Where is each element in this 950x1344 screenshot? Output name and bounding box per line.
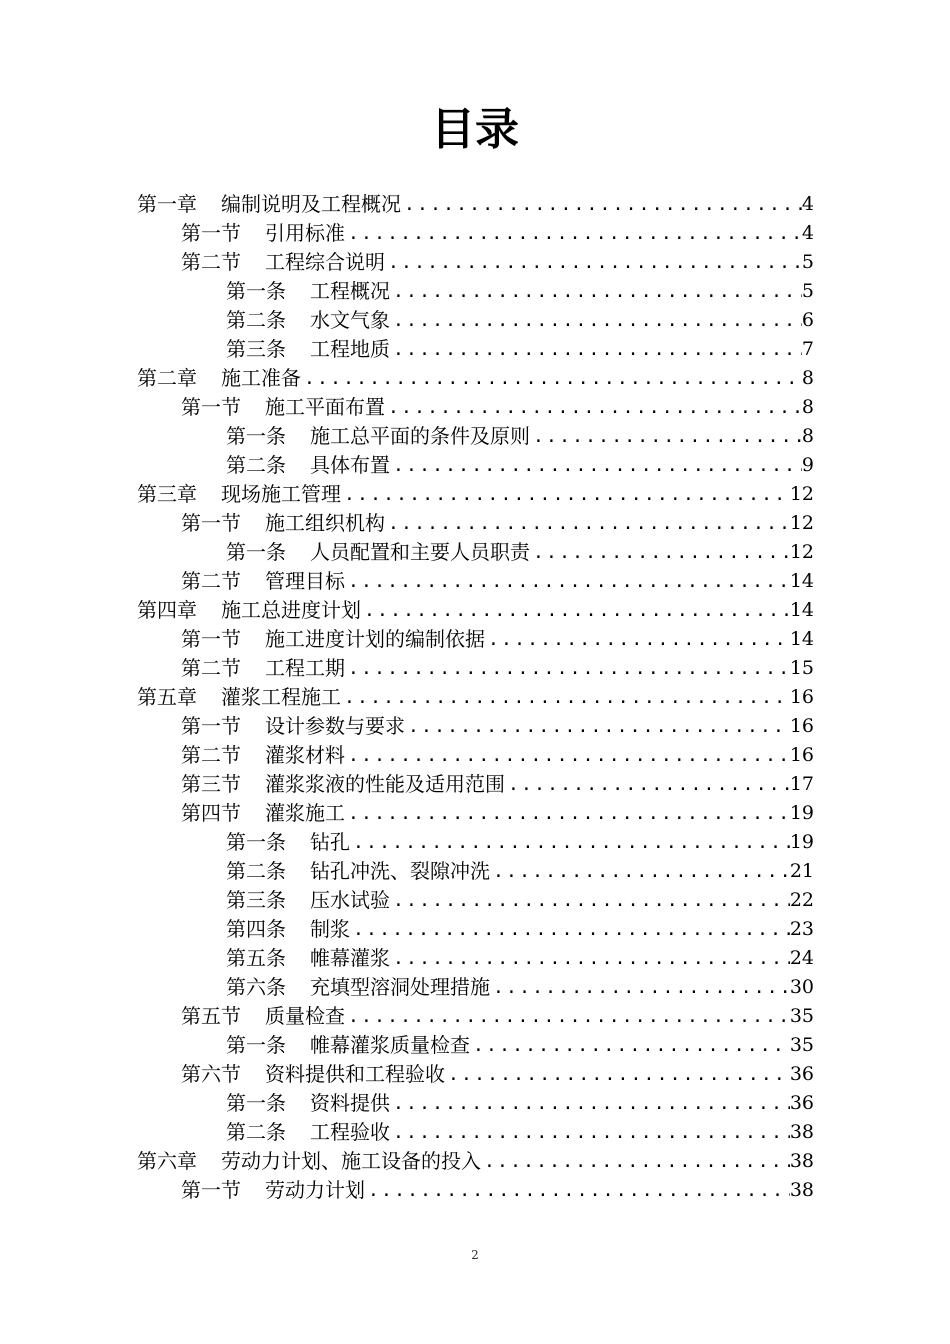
toc-entry-label: [226, 828, 350, 857]
toc-entry[interactable]: [181, 770, 814, 799]
toc-dot-leader: [345, 741, 790, 770]
toc-entry-title: 压水试验: [310, 888, 390, 912]
toc-entry-number: 第一条: [226, 279, 286, 303]
toc-dot-leader: [390, 451, 802, 480]
toc-dot-leader: [341, 683, 790, 712]
toc-entry-number: 第六节: [181, 1062, 241, 1086]
toc-dot-leader: [445, 1060, 790, 1089]
toc-entry-label: [181, 1176, 365, 1205]
toc-entry[interactable]: [137, 683, 814, 712]
toc-entry-title: 现场施工管理: [221, 482, 341, 506]
toc-entry-number: 第二条: [226, 1120, 286, 1144]
toc-entry-label: [181, 712, 405, 741]
toc-entry[interactable]: [181, 1002, 814, 1031]
toc-entry-number: 第五条: [226, 946, 286, 970]
toc-dot-leader: [505, 770, 790, 799]
toc-entry-label: [181, 248, 385, 277]
toc-entry-label: [137, 596, 361, 625]
toc-entry[interactable]: [226, 915, 814, 944]
toc-entry-page: 36: [789, 1063, 814, 1085]
toc-entry-title: 劳动力计划、施工设备的投入: [221, 1149, 481, 1173]
toc-dot-leader: [390, 1118, 790, 1147]
toc-entry-page: 17: [789, 773, 814, 795]
toc-dot-leader: [490, 857, 790, 886]
toc-entry-label: [226, 451, 390, 480]
toc-entry-page: 14: [789, 628, 814, 650]
toc-entry-page: 12: [789, 541, 814, 563]
toc-entry-title: 灌浆施工: [265, 801, 345, 825]
toc-entry-title: 质量检查: [265, 1004, 345, 1028]
toc-entry-number: 第二条: [226, 859, 286, 883]
toc-entry-number: 第五节: [181, 1004, 241, 1028]
toc-entry-label: [137, 480, 341, 509]
toc-entry-title: 水文气象: [310, 308, 390, 332]
toc-dot-leader: [481, 1147, 790, 1176]
toc-entry-title: 资料提供: [310, 1091, 390, 1115]
toc-entry-label: [226, 886, 390, 915]
toc-dot-leader: [385, 509, 790, 538]
toc-entry-title: 施工平面布置: [265, 395, 385, 419]
toc-dot-leader: [345, 219, 802, 248]
toc-dot-leader: [485, 625, 790, 654]
toc-entry-number: 第一章: [137, 192, 197, 216]
toc-entry-page: 6: [801, 309, 814, 331]
toc-entry-title: 钻孔: [310, 830, 350, 854]
page-number: 2: [471, 1248, 479, 1262]
toc-entry-label: [181, 219, 345, 248]
toc-entry-number: 第四节: [181, 801, 241, 825]
toc-dot-leader: [345, 654, 790, 683]
toc-entry-label: [181, 741, 345, 770]
toc-dot-leader: [350, 915, 790, 944]
toc-dot-leader: [390, 944, 790, 973]
toc-entry-number: 第六条: [226, 975, 286, 999]
toc-entry[interactable]: [137, 1147, 814, 1176]
toc-entry-page: 15: [789, 657, 814, 679]
toc-dot-leader: [470, 1031, 790, 1060]
toc-entry-number: 第四章: [137, 598, 197, 622]
toc-dot-leader: [350, 828, 790, 857]
toc-entry[interactable]: [226, 857, 814, 886]
toc-entry-title: 工程地质: [310, 337, 390, 361]
toc-entry-page: 30: [789, 976, 814, 998]
toc-entry-number: 第二节: [181, 569, 241, 593]
toc-entry-page: 8: [801, 396, 814, 418]
toc-entry-label: [226, 538, 530, 567]
toc-entry-page: 5: [801, 280, 814, 302]
toc-entry-number: 第一条: [226, 540, 286, 564]
toc-dot-leader: [405, 712, 790, 741]
toc-dot-leader: [365, 1176, 790, 1205]
toc-entry-page: 4: [801, 222, 814, 244]
toc-dot-leader: [530, 422, 802, 451]
toc-entry-label: [137, 364, 301, 393]
toc-entry[interactable]: [181, 799, 814, 828]
toc-entry-title: 帷幕灌浆: [310, 946, 390, 970]
toc-entry-page: 21: [789, 860, 814, 882]
toc-entry-label: [181, 799, 345, 828]
toc-entry-page: 38: [789, 1121, 814, 1143]
toc-entry-page: 36: [789, 1092, 814, 1114]
toc-entry-label: [181, 625, 485, 654]
toc-entry-page: 5: [801, 251, 814, 273]
toc-entry-page: 22: [789, 889, 814, 911]
toc-entry-number: 第一节: [181, 395, 241, 419]
toc-entry-title: 具体布置: [310, 453, 390, 477]
toc-entry-label: [137, 683, 341, 712]
toc-dot-leader: [390, 1089, 790, 1118]
toc-entry-title: 施工组织机构: [265, 511, 385, 535]
toc-entry[interactable]: [181, 625, 814, 654]
toc-entry[interactable]: [226, 306, 814, 335]
toc-entry-number: 第一条: [226, 830, 286, 854]
toc-entry[interactable]: [137, 596, 814, 625]
toc-entry[interactable]: [181, 654, 814, 683]
toc-entry[interactable]: [226, 1118, 814, 1147]
toc-entry-number: 第六章: [137, 1149, 197, 1173]
toc-entry-number: 第一条: [226, 1033, 286, 1057]
toc-entry-label: [226, 973, 490, 1002]
toc-entry-number: 第二条: [226, 453, 286, 477]
toc-entry-title: 工程综合说明: [265, 250, 385, 274]
toc-entry-page: 16: [789, 744, 814, 766]
toc-dot-leader: [390, 335, 802, 364]
toc-dot-leader: [341, 480, 790, 509]
toc-entry-label: [181, 654, 345, 683]
toc-entry-title: 帷幕灌浆质量检查: [310, 1033, 470, 1057]
toc-entry-label: [226, 857, 490, 886]
toc-entry-title: 灌浆浆液的性能及适用范围: [265, 772, 505, 796]
toc-entry-label: [181, 393, 385, 422]
toc-entry[interactable]: [226, 277, 814, 306]
toc-entry-number: 第三条: [226, 337, 286, 361]
toc-dot-leader: [401, 190, 802, 219]
toc-entry-page: 16: [789, 686, 814, 708]
toc-entry-page: 19: [789, 802, 814, 824]
toc-entry-number: 第二条: [226, 308, 286, 332]
toc-entry-label: [181, 509, 385, 538]
toc-entry[interactable]: [226, 828, 814, 857]
toc-entry[interactable]: [226, 973, 814, 1002]
toc-entry-title: 钻孔冲洗、裂隙冲洗: [310, 859, 490, 883]
toc-dot-leader: [345, 1002, 790, 1031]
toc-entry-number: 第四条: [226, 917, 286, 941]
toc-entry-label: [181, 1002, 345, 1031]
toc-entry[interactable]: [226, 335, 814, 364]
toc-entry-label: [181, 770, 505, 799]
toc-dot-leader: [530, 538, 790, 567]
toc-entry-label: [181, 567, 345, 596]
toc-entry-page: 14: [789, 570, 814, 592]
toc-entry-page: 23: [789, 918, 814, 940]
toc-entry-title: 工程概况: [310, 279, 390, 303]
toc-dot-leader: [345, 799, 790, 828]
toc-entry-number: 第五章: [137, 685, 197, 709]
toc-entry-title: 施工总平面的条件及原则: [310, 424, 530, 448]
toc-entry[interactable]: [181, 741, 814, 770]
toc-entry-page: 9: [801, 454, 814, 476]
toc-entry-title: 设计参数与要求: [265, 714, 405, 738]
toc-dot-leader: [301, 364, 802, 393]
toc-entry-page: 38: [789, 1179, 814, 1201]
toc-entry-page: 38: [789, 1150, 814, 1172]
toc-entry-title: 编制说明及工程概况: [221, 192, 401, 216]
toc-entry-number: 第三条: [226, 888, 286, 912]
toc-entry-label: [181, 1060, 445, 1089]
toc-entry-title: 施工总进度计划: [221, 598, 361, 622]
toc-entry[interactable]: [181, 509, 814, 538]
toc-entry-page: 16: [789, 715, 814, 737]
toc-entry[interactable]: [137, 480, 814, 509]
toc-entry-label: [226, 422, 530, 451]
toc-entry-label: [226, 277, 390, 306]
toc-entry-number: 第二章: [137, 366, 197, 390]
toc-dot-leader: [490, 973, 790, 1002]
toc-dot-leader: [390, 277, 802, 306]
toc-entry-page: 19: [789, 831, 814, 853]
toc-dot-leader: [361, 596, 790, 625]
toc-entry-label: [226, 1118, 390, 1147]
toc-entry-page: 7: [801, 338, 814, 360]
toc-entry-number: 第一节: [181, 511, 241, 535]
toc-entry[interactable]: [181, 712, 814, 741]
toc-entry-number: 第一条: [226, 424, 286, 448]
toc-entry-page: 12: [789, 512, 814, 534]
toc-entry-number: 第一条: [226, 1091, 286, 1115]
toc-entry-number: 第三节: [181, 772, 241, 796]
toc-entry-label: [137, 1147, 481, 1176]
toc-entry-number: 第二节: [181, 743, 241, 767]
toc-entry[interactable]: [181, 393, 814, 422]
toc-entry-page: 35: [789, 1034, 814, 1056]
toc-entry-title: 灌浆材料: [265, 743, 345, 767]
toc-entry-page: 12: [789, 483, 814, 505]
toc-entry-title: 灌浆工程施工: [221, 685, 341, 709]
toc-dot-leader: [385, 248, 802, 277]
toc-dot-leader: [385, 393, 802, 422]
toc-entry-number: 第一节: [181, 714, 241, 738]
toc-entry-page: 14: [789, 599, 814, 621]
toc-entry-label: [226, 1089, 390, 1118]
toc-entry[interactable]: [181, 1060, 814, 1089]
toc-dot-leader: [345, 567, 790, 596]
toc-entry-label: [137, 190, 401, 219]
toc-entry-title: 引用标准: [265, 221, 345, 245]
toc-entry-title: 劳动力计划: [265, 1178, 365, 1202]
toc-entry[interactable]: [226, 422, 814, 451]
toc-entry[interactable]: [226, 538, 814, 567]
toc-entry-number: 第二节: [181, 250, 241, 274]
toc-entry-title: 工程工期: [265, 656, 345, 680]
toc-entry-page: 35: [789, 1005, 814, 1027]
page-title: 目录: [431, 104, 519, 155]
toc-entry-label: [226, 1031, 470, 1060]
toc-entry-label: [226, 944, 390, 973]
toc-entry[interactable]: [137, 190, 814, 219]
toc-entry[interactable]: [226, 1031, 814, 1060]
toc-entry[interactable]: [226, 1089, 814, 1118]
toc-entry[interactable]: [181, 1176, 814, 1205]
toc-entry[interactable]: [181, 248, 814, 277]
toc-dot-leader: [390, 886, 790, 915]
toc-entry-number: 第一节: [181, 1178, 241, 1202]
toc-entry-number: 第一节: [181, 221, 241, 245]
toc-entry-title: 充填型溶洞处理措施: [310, 975, 490, 999]
toc-entry-page: 8: [801, 425, 814, 447]
toc-entry[interactable]: [226, 451, 814, 480]
toc-entry-number: 第三章: [137, 482, 197, 506]
toc-entry-title: 资料提供和工程验收: [265, 1062, 445, 1086]
toc-entry-page: 8: [801, 367, 814, 389]
toc-entry-title: 施工准备: [221, 366, 301, 390]
toc-entry-page: 4: [801, 193, 814, 215]
toc-entry-page: 24: [789, 947, 814, 969]
toc-dot-leader: [390, 306, 802, 335]
toc-entry-title: 工程验收: [310, 1120, 390, 1144]
toc-entry[interactable]: [181, 567, 814, 596]
toc-entry[interactable]: [181, 219, 814, 248]
toc-entry-label: [226, 306, 390, 335]
toc-entry-label: [226, 915, 350, 944]
toc-entry-title: 施工进度计划的编制依据: [265, 627, 485, 651]
toc-entry[interactable]: [137, 364, 814, 393]
toc-entry-label: [226, 335, 390, 364]
toc-entry-number: 第一节: [181, 627, 241, 651]
toc-entry-title: 人员配置和主要人员职责: [310, 540, 530, 564]
toc-entry[interactable]: [226, 944, 814, 973]
toc-entry[interactable]: [226, 886, 814, 915]
toc-entry-number: 第二节: [181, 656, 241, 680]
toc-entry-title: 制浆: [310, 917, 350, 941]
toc-entry-title: 管理目标: [265, 569, 345, 593]
